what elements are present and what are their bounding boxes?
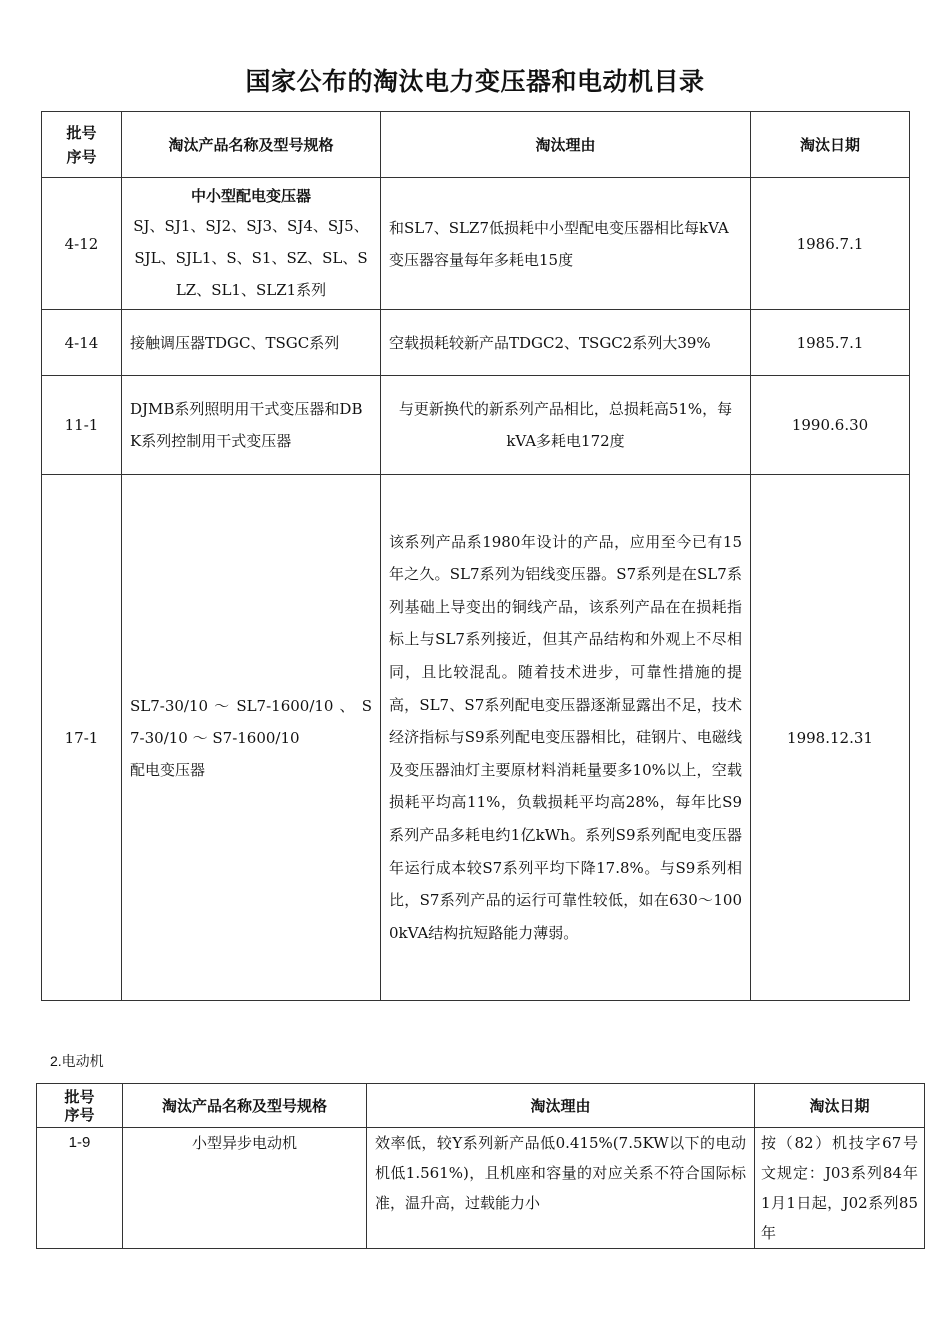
table-row [42,475,910,1001]
header-product: 淘汰产品名称及型号规格 [123,1084,367,1128]
table-row [42,376,910,475]
row-no: 11-1 [42,376,122,475]
header-batch-no [42,112,122,178]
row-date: 1985.7.1 [751,310,910,376]
product-models: SL7-30/10 ～ SL7-1600/10 、 S7-30/10 ～ S7-1600/10 [130,696,372,747]
row-date: 按（82）机技字67号文规定：J03系列84年1月1日起，J02系列85年 [755,1128,925,1249]
row-product: DJMB系列照明用干式变压器和DBK系列控制用干式变压器 [122,376,381,475]
row-reason: 与更新换代的新系列产品相比，总损耗高51%，每kVA多耗电172度 [381,376,751,475]
row-no: 1-9 [37,1128,123,1249]
header-date: 淘汰日期 [755,1084,925,1128]
row-no: 4-14 [42,310,122,376]
row-date: 1986.7.1 [751,178,910,310]
header-batch-no [37,1084,123,1128]
row-reason: 空载损耗较新产品TDGC2、TSGC2系列大39% [381,310,751,376]
page-title: 国家公布的淘汰电力变压器和电动机目录 [245,67,705,96]
header-batch-no-line2: 序号 [64,1105,95,1124]
header-reason: 淘汰理由 [367,1084,755,1128]
header-product: 淘汰产品名称及型号规格 [122,112,381,178]
table-header-row [37,1084,925,1128]
row-product: 小型异步电动机 [123,1128,367,1249]
row-product [122,178,381,310]
header-date: 淘汰日期 [751,112,910,178]
product-models: SJ、SJ1、SJ2、SJ3、SJ4、SJ5、SJL、SJL1、S、S1、SZ、SL、SLZ、SL1、SLZ1系列 [133,216,369,299]
header-reason: 淘汰理由 [381,112,751,178]
row-no: 17-1 [42,475,122,1001]
row-reason: 效率低，较Y系列新产品低0.415%(7.5KW以下的电动机低1.561%)，且机座和容量的对应关系不符合国际标准，温升高，过载能力小 [367,1128,755,1249]
section-label-motor: 2.电动机 [50,1053,104,1069]
row-date: 1998.12.31 [751,475,910,1001]
row-product [122,475,381,1001]
row-reason: 和SL7、SLZ7低损耗中小型配电变压器相比每kVA变压器容量每年多耗电15度 [381,178,751,310]
product-category: 中小型配电变压器 [190,186,311,205]
motor-table [36,1083,925,1249]
row-date: 1990.6.30 [751,376,910,475]
row-reason: 该系列产品系1980年设计的产品，应用至今已有15年之久。SL7系列为铝线变压器。S7系列是在SL7系列基础上导变出的铜线产品，该系列产品在在损耗指标上与SL7系列接近，但其产品结构和外观上不尽相同，且比较混乱。随着技术进步，可靠性措施的提高，SL7、S7系列配电变压器逐渐显露出不足，技术经济指标与S9系列配电变压器相比，硅钢片、电磁线及变压器油灯主要原材料消耗量要多10%以上，空载损耗平均高11%，负载损耗平均高28%，每年比S9系列产品多耗电约1亿kWh。系列S9系列配电变压器年运行成本较S7系列平均下降17.8%。与S9系列相比，S7系列产品的运行可靠性较低，如在630～1000kVA结构抗短路能力薄弱。 [381,475,751,1001]
header-batch-no-line2: 序号 [66,147,97,166]
table-row [42,178,910,310]
header-batch-no-line1: 批号 [64,1087,95,1106]
row-product: 接触调压器TDGC、TSGC系列 [122,310,381,376]
transformer-table [41,111,910,1001]
header-batch-no-line1: 批号 [66,123,97,142]
product-category: 配电变压器 [130,760,206,779]
table-row [37,1128,925,1249]
table-row [42,310,910,376]
row-no: 4-12 [42,178,122,310]
table-header-row [42,112,910,178]
